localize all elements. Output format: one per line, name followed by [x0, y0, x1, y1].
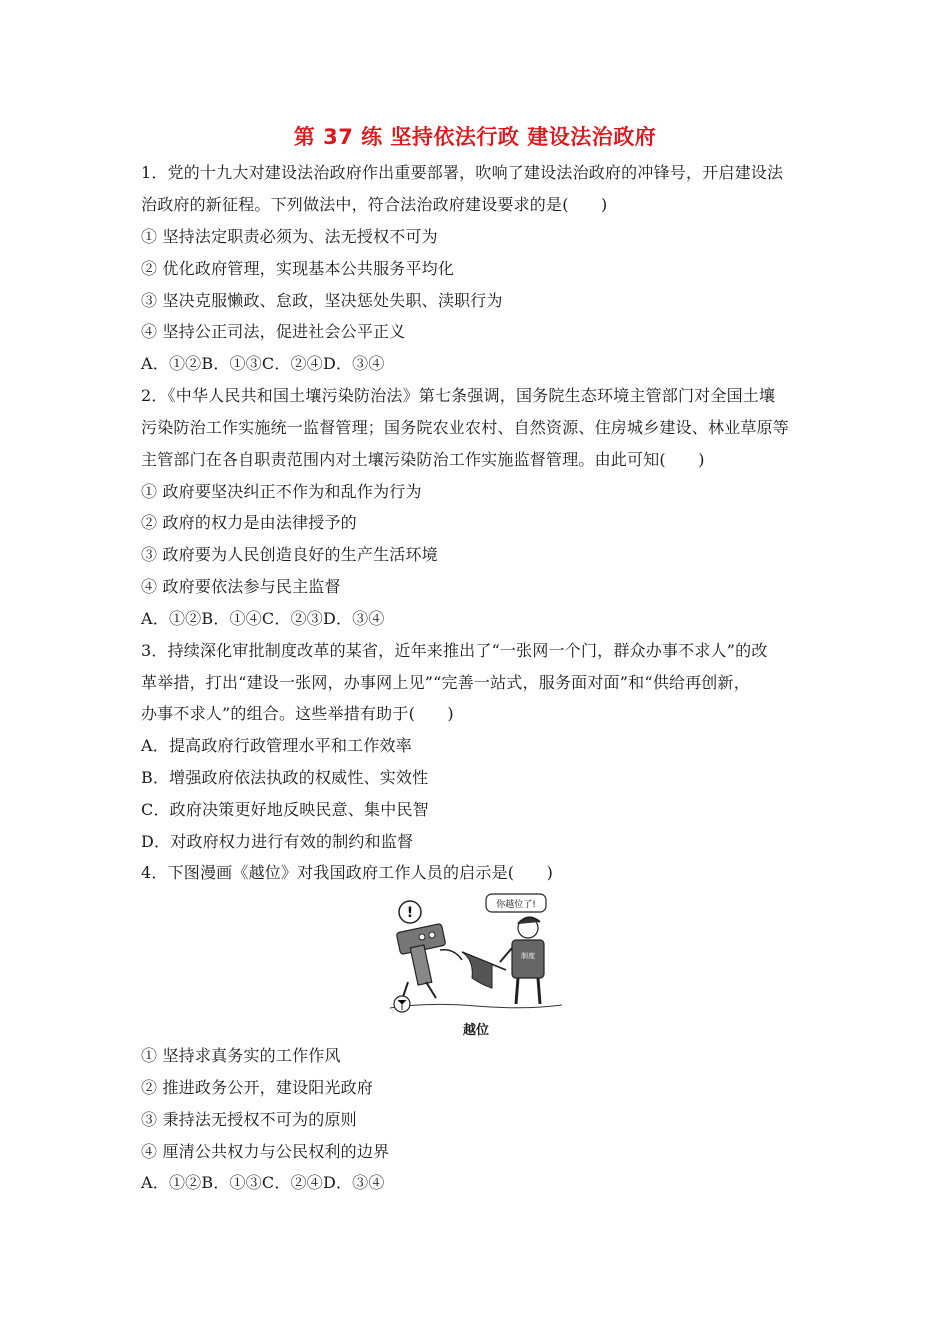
- q2-option-3: ③ 政府要为人民创造良好的生产生活环境: [141, 545, 438, 564]
- q1-option-2: ② 优化政府管理，实现基本公共服务平均化: [141, 259, 455, 278]
- q2-stem-line-3: 主管部门在各自职责范围内对土壤污染防治工作实施监督管理。由此可知( ): [141, 450, 705, 469]
- q2-option-4: ④ 政府要依法参与民主监督: [141, 577, 341, 596]
- q1-option-1: ① 坚持法定职责必须为、法无授权不可为: [141, 227, 438, 246]
- q4-answer-choices: A．①②B．①③C．②④D．③④: [141, 1173, 385, 1192]
- q2-stem-line-2: 污染防治工作实施统一监督管理；国务院农业农村、自然资源、住房城乡建设、林业草原等: [141, 418, 790, 437]
- q4-option-4: ④ 厘清公共权力与公民权利的边界: [141, 1142, 390, 1161]
- q3-stem-line-2: 革举措，打出“建设一张网，办事网上见”“完善一站式，服务面对面”和“供给再创新，: [141, 673, 750, 692]
- exclamation-text: !: [406, 905, 414, 921]
- q4-stem-line-1: 4．下图漫画《越位》对我国政府工作人员的启示是( ): [141, 863, 554, 882]
- q2-option-2: ② 政府的权力是由法律授予的: [141, 513, 357, 532]
- q1-stem-line-1: 1．党的十九大对建设法治政府作出重要部署，吹响了建设法治政府的冲锋号，开启建设法: [141, 163, 784, 182]
- q4-option-2: ② 推进政务公开，建设阳光政府: [141, 1078, 374, 1097]
- q3-option-a: A．提高政府行政管理水平和工作效率: [141, 736, 412, 755]
- q1-option-4: ④ 坚持公正司法，促进社会公平正义: [141, 322, 406, 341]
- q3-option-d: D．对政府权力进行有效的制约和监督: [141, 832, 414, 851]
- q3-stem-line-3: 办事不求人”的组合。这些举措有助于( ): [141, 704, 454, 723]
- page-title: 第 37 练 坚持依法行政 建设法治政府: [293, 125, 657, 149]
- q4-option-3: ③ 秉持法无授权不可为的原则: [141, 1110, 357, 1129]
- q1-answer-choices: A．①②B．①③C．②④D．③④: [141, 354, 385, 373]
- q1-stem-line-2: 治政府的新征程。下列做法中，符合法治政府建设要求的是( ): [141, 195, 608, 214]
- q3-stem-line-1: 3．持续深化审批制度改革的某省，近年来推出了“一张网一个门，群众办事不求人”的改: [141, 641, 768, 660]
- q3-option-b: B．增强政府依法执政的权威性、实效性: [141, 768, 429, 787]
- q1-option-3: ③ 坚决克服懒政、怠政，坚决惩处失职、渎职行为: [141, 291, 503, 310]
- cartoon-caption: 越位: [462, 1023, 489, 1038]
- cartoon-offside: [388, 890, 564, 1022]
- q4-option-1: ① 坚持求真务实的工作作风: [141, 1046, 341, 1065]
- referee-shirt-text: 制度: [521, 952, 535, 960]
- q2-stem-line-1: 2．《中华人民共和国土壤污染防治法》第七条强调，国务院生态环境主管部门对全国土壤: [141, 386, 776, 405]
- speech-bubble-text: 你越位了!: [496, 900, 536, 910]
- q3-option-c: C．政府决策更好地反映民意、集中民智: [141, 800, 429, 819]
- q2-answer-choices: A．①②B．①④C．②③D．③④: [141, 609, 385, 628]
- q2-option-1: ① 政府要坚决纠正不作为和乱作为行为: [141, 482, 422, 501]
